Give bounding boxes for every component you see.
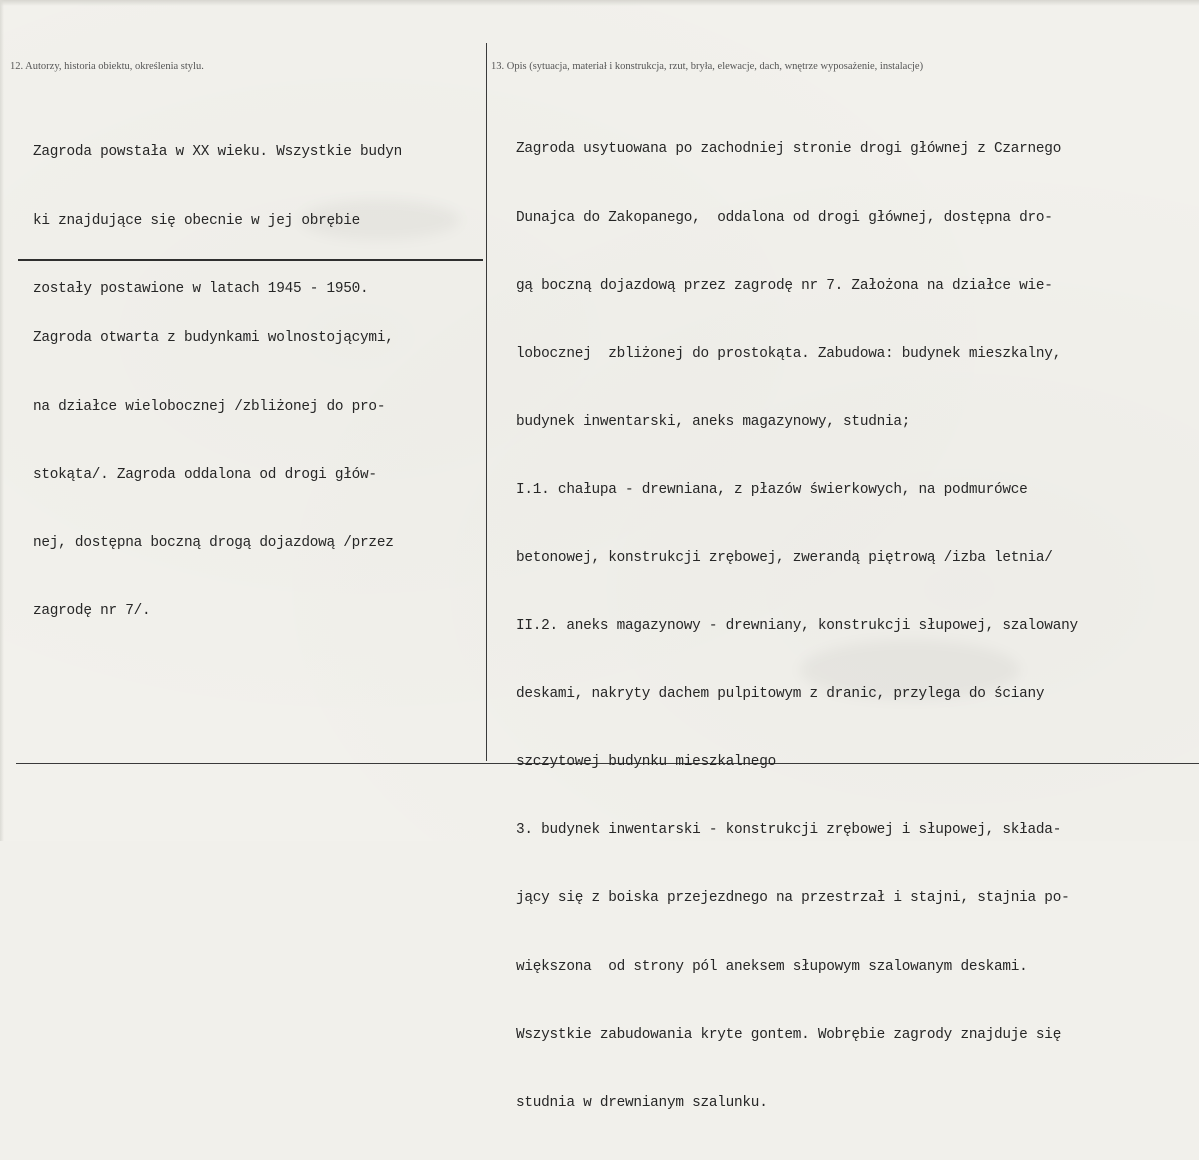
description-text-block <box>516 93 1078 1160</box>
text-line: II.2. aneks magazynowy - drewniany, konstrukcji słupowej, szalowany <box>516 618 1078 635</box>
column-divider <box>486 43 487 761</box>
text-line: Zagroda otwarta z budynkami wolnostojącymi, <box>33 330 394 347</box>
text-line: deskami, nakryty dachem pulpitowym z dranic, przylega do ściany <box>516 686 1045 703</box>
section-13-label: 13. Opis (sytuacja, materiał i konstrukcja, rzut, bryła, elewacje, dach, wnętrze wyposażenie, instalacje) <box>491 61 924 72</box>
text-line: stokąta/. Zagroda oddalona od drogi głów- <box>33 466 377 483</box>
situation-text-block <box>33 282 394 668</box>
text-line: studnia w drewnianym szalunku. <box>516 1094 768 1111</box>
text-line: ki znajdujące się obecnie w jej obrębie <box>33 212 361 229</box>
text-line: budynek inwentarski, aneks magazynowy, studnia; <box>516 413 911 430</box>
text-line: lobocznej zbliżonej do prostokąta. Zabudowa: budynek mieszkalny, <box>516 345 1062 362</box>
text-line: Dunajca do Zakopanego, oddalona od drogi głównej, dostępna dro- <box>516 209 1053 226</box>
text-line: większona od strony pól aneksem słupowym szalowanym deskami. <box>516 958 1028 975</box>
text-line: szczytowej budynku mieszkalnego <box>516 754 776 771</box>
text-line: nej, dostępna boczną drogą dojazdową /przez <box>33 534 394 551</box>
text-line: zagrodę nr 7/. <box>33 602 151 619</box>
text-line: Zagroda powstała w XX wieku. Wszystkie budyn <box>33 144 402 161</box>
text-line: Wszystkie zabudowania kryte gontem. Wobrębie zagrody znajduje się <box>516 1026 1062 1043</box>
text-line: na działce wielobocznej /zbliżonej do pro- <box>33 398 386 415</box>
text-line: jący się z boiska przejezdnego na przestrzał i stajni, stajnia po- <box>516 890 1070 907</box>
text-line: Zagroda usytuowana po zachodniej stronie drogi głównej z Czarnego <box>516 141 1062 158</box>
paper-top-edge <box>0 0 1199 6</box>
text-line: I.1. chałupa - drewniana, z płazów świerkowych, na podmurówce <box>516 481 1028 498</box>
section-12-label: 12. Autorzy, historia obiektu, określenia stylu. <box>10 61 204 72</box>
paper-left-edge <box>0 0 4 841</box>
text-line: 3. budynek inwentarski - konstrukcji zrębowej i słupowej, składa- <box>516 822 1062 839</box>
text-line: zostały postawione w latach 1945 - 1950. <box>33 280 369 297</box>
text-line: gą boczną dojazdową przez zagrodę nr 7. Założona na działce wie- <box>516 277 1053 294</box>
text-line: betonowej, konstrukcji zrębowej, zwerandą piętrową /izba letnia/ <box>516 549 1053 566</box>
